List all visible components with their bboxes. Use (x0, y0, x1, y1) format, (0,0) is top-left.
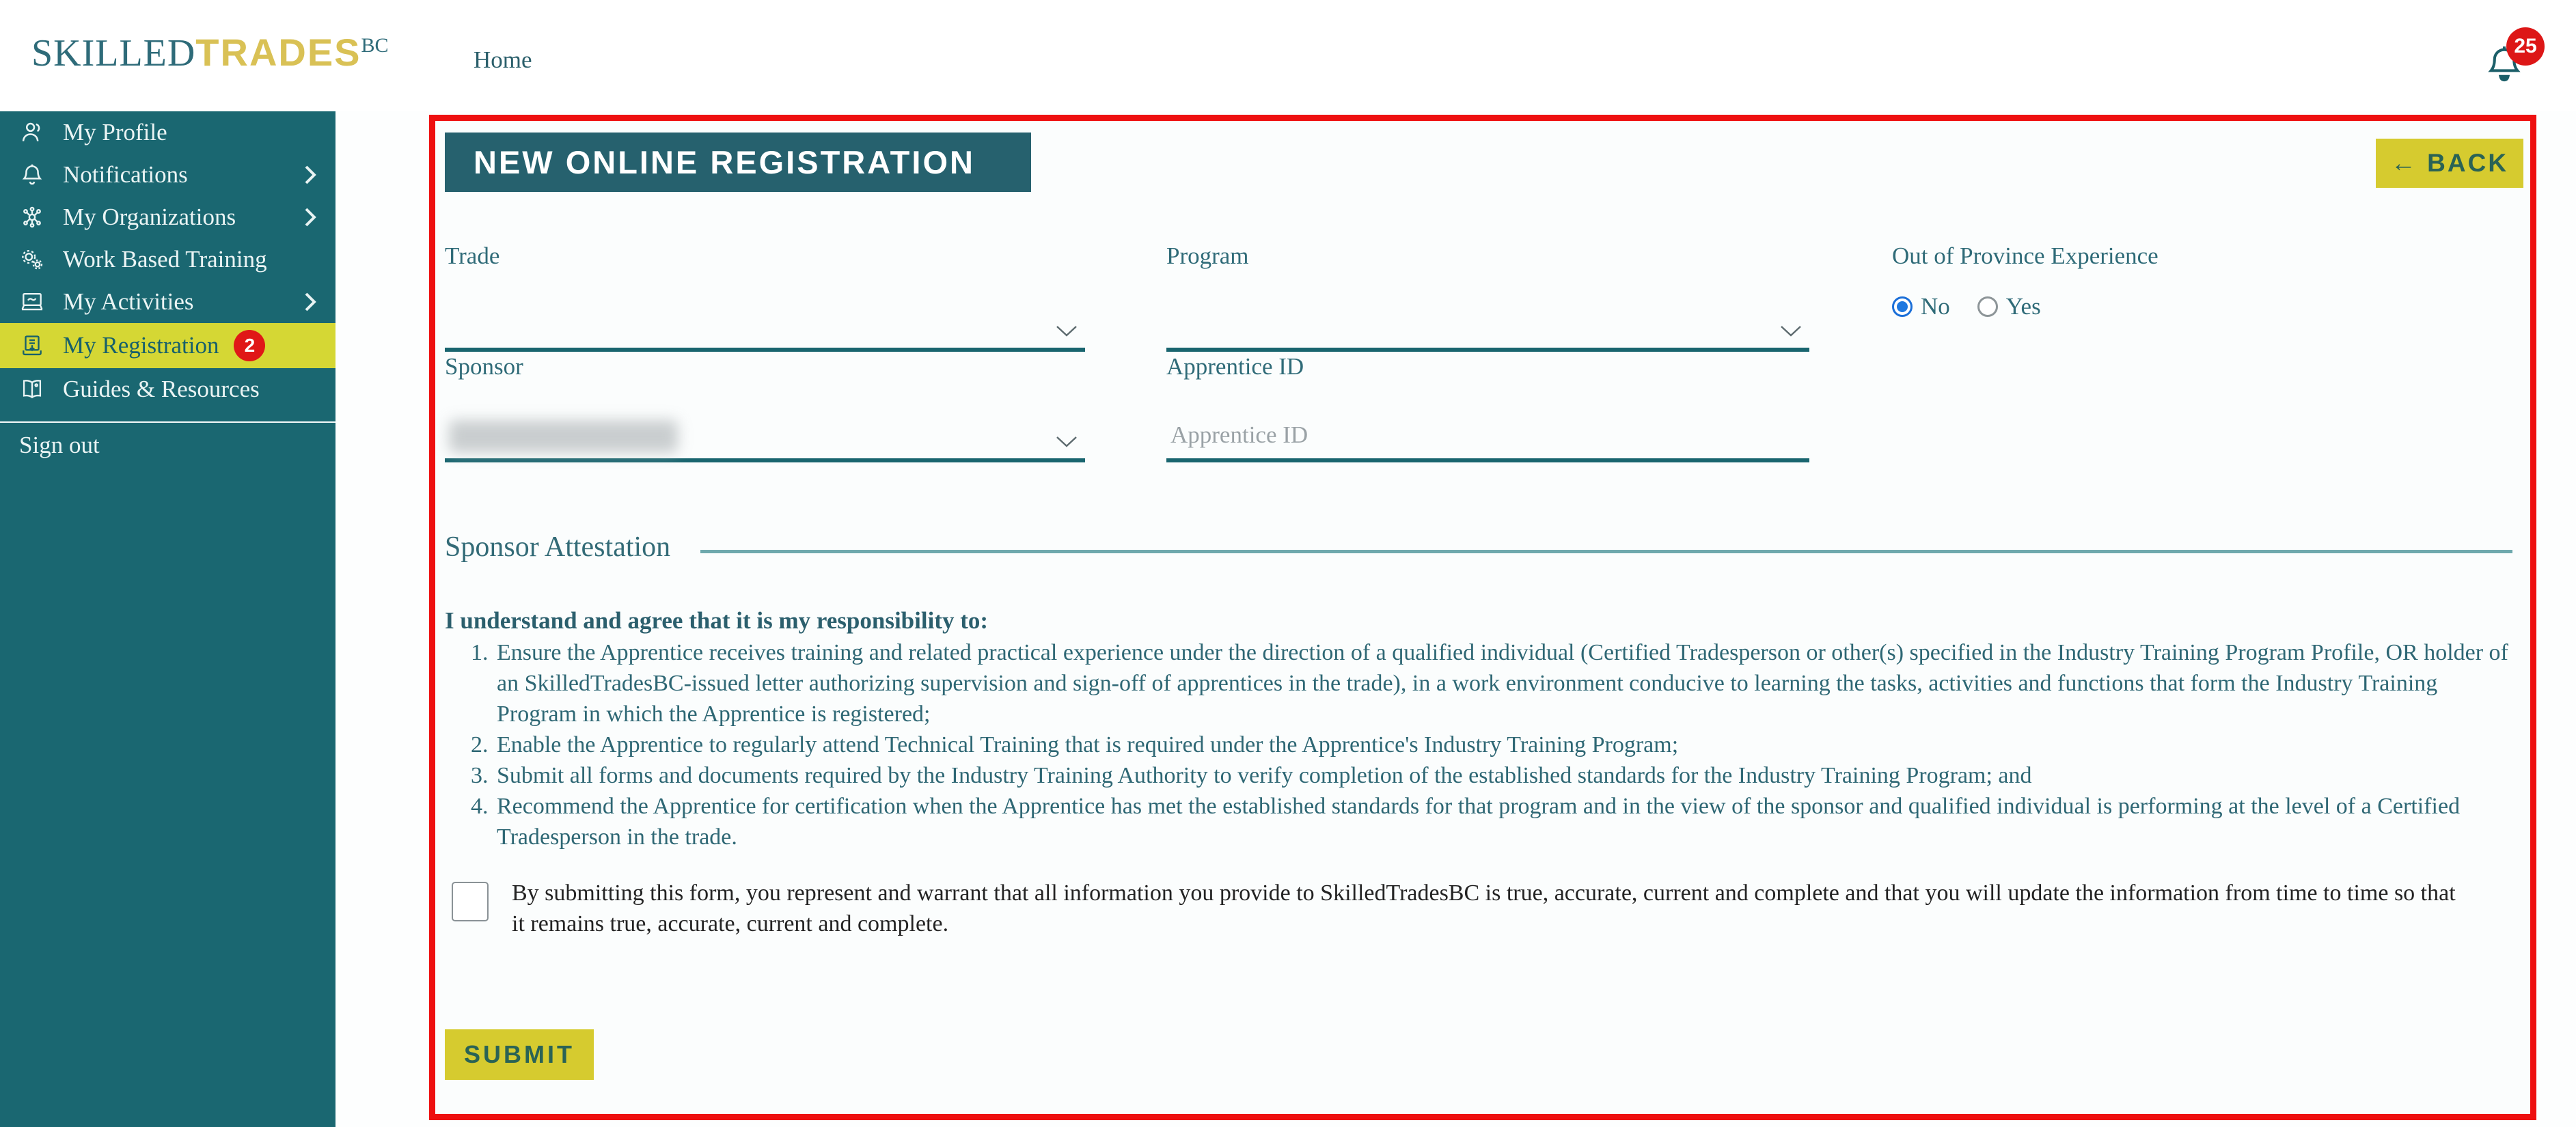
consent-checkbox[interactable] (452, 882, 489, 921)
attestation-item: 3. Submit all forms and documents required by the Industry Training Authority to verify completion of the established standards for the Industry Training Program; and (494, 760, 2515, 791)
chevron-down-icon (1055, 435, 1078, 449)
notification-count-badge: 25 (2506, 27, 2545, 66)
sponsor-attestation-heading: Sponsor Attestation (445, 531, 671, 563)
sidebar (0, 111, 335, 1127)
attestation-item: 4. Recommend the Apprentice for certification when the Apprentice has met the established standards for that program and in the view of the sponsor and qualified individual is performing at the level of a Certified Tradesperson in the trade. (494, 791, 2515, 852)
program-select[interactable] (1166, 296, 1809, 352)
sidebar-item-work-based-training[interactable] (0, 238, 335, 281)
logo-bc: BC (361, 34, 389, 57)
attestation-list (468, 637, 2515, 852)
page-title-banner (445, 133, 1031, 192)
logo-trades: TRADES (195, 31, 361, 74)
nav-home[interactable]: Home (474, 46, 532, 73)
sidebar-item-label: Work Based Training (63, 246, 267, 273)
user-icon (19, 120, 45, 145)
sidebar-item-my-profile[interactable] (0, 111, 335, 154)
trade-label: Trade (445, 242, 500, 269)
topbar (0, 0, 2576, 111)
radio-yes[interactable] (1977, 293, 2041, 320)
sidebar-item-label: My Organizations (63, 204, 236, 230)
registration-count-badge: 2 (234, 330, 265, 361)
sidebar-item-label: Notifications (63, 161, 188, 188)
chevron-right-icon (303, 206, 318, 228)
apprentice-id-label: Apprentice ID (1166, 353, 1304, 380)
sign-out-button[interactable]: Sign out (19, 432, 100, 458)
radio-circle (1977, 296, 1998, 317)
radio-circle (1892, 296, 1913, 317)
chevron-down-icon (1779, 324, 1803, 338)
sidebar-item-guides-resources[interactable] (0, 368, 335, 411)
gears-icon (19, 247, 45, 273)
page-title: NEW ONLINE REGISTRATION (474, 144, 975, 180)
heading-rule (700, 550, 2512, 553)
chevron-right-icon (303, 291, 318, 313)
out-of-province-field (1892, 242, 2159, 320)
sidebar-item-label: My Registration (63, 332, 219, 359)
laptop-icon (19, 289, 45, 315)
chevron-right-icon (303, 164, 318, 186)
attestation-item: 1. Ensure the Apprentice receives training and related practical experience under the direction of a qualified individual (Certified Tradesperson or other(s) specified in the Industry Training Program Profile, OR holder of an SkilledTradesBC-issued letter authorizing supervision and sign-off of apprentices in the trade), in a work environment conducive to learning the tasks, activities and functions that form the Industry Training Program in which the Apprentice is registered; (494, 637, 2515, 729)
registration-icon (19, 333, 45, 359)
logo-skilled: SKILLED (31, 32, 196, 74)
radio-no[interactable] (1892, 293, 1950, 320)
sidebar-item-label: My Profile (63, 119, 167, 145)
trade-select[interactable] (445, 296, 1085, 352)
radio-no-label: No (1921, 293, 1950, 320)
program-field (1166, 242, 1809, 352)
sidebar-item-label: Guides & Resources (63, 376, 260, 402)
sponsor-label: Sponsor (445, 353, 523, 380)
attestation-consent-row (452, 878, 2474, 939)
registration-form-panel (429, 115, 2536, 1120)
trade-field (445, 242, 1085, 352)
radio-yes-label: Yes (2005, 293, 2041, 320)
sidebar-item-my-organizations[interactable] (0, 196, 335, 238)
network-icon (19, 204, 45, 230)
attestation-intro: I understand and agree that it is my responsibility to: (445, 607, 989, 634)
sidebar-item-my-registration[interactable] (0, 323, 335, 368)
program-label: Program (1166, 242, 1249, 269)
sidebar-item-my-activities[interactable] (0, 281, 335, 323)
submit-button[interactable]: SUBMIT (445, 1029, 594, 1080)
apprentice-id-field (1166, 353, 1809, 462)
chevron-down-icon (1055, 324, 1078, 338)
back-button[interactable]: ← BACK (2376, 139, 2523, 188)
attestation-item: 2. Enable the Apprentice to regularly attend Technical Training that is required under the Apprentice's Industry Training Program; (494, 729, 2515, 760)
notifications-bell-button[interactable] (2483, 33, 2537, 90)
sponsor-select[interactable] (445, 408, 1085, 462)
apprentice-id-input[interactable] (1170, 416, 1785, 454)
skilledtradesbc-logo (31, 30, 389, 75)
sponsor-redacted-value (449, 420, 678, 453)
consent-text: By submitting this form, you represent and warrant that all information you provide to SkilledTradesBC is true, accurate, current and complete and that you will update the information from time to time so that it remains true, accurate, current and complete. (512, 880, 2456, 936)
sidebar-item-notifications[interactable] (0, 154, 335, 196)
sidebar-item-label: My Activities (63, 288, 194, 315)
book-icon (19, 376, 45, 402)
bell-icon (19, 162, 45, 188)
sponsor-field (445, 353, 1085, 462)
out-of-province-label: Out of Province Experience (1892, 242, 2159, 269)
